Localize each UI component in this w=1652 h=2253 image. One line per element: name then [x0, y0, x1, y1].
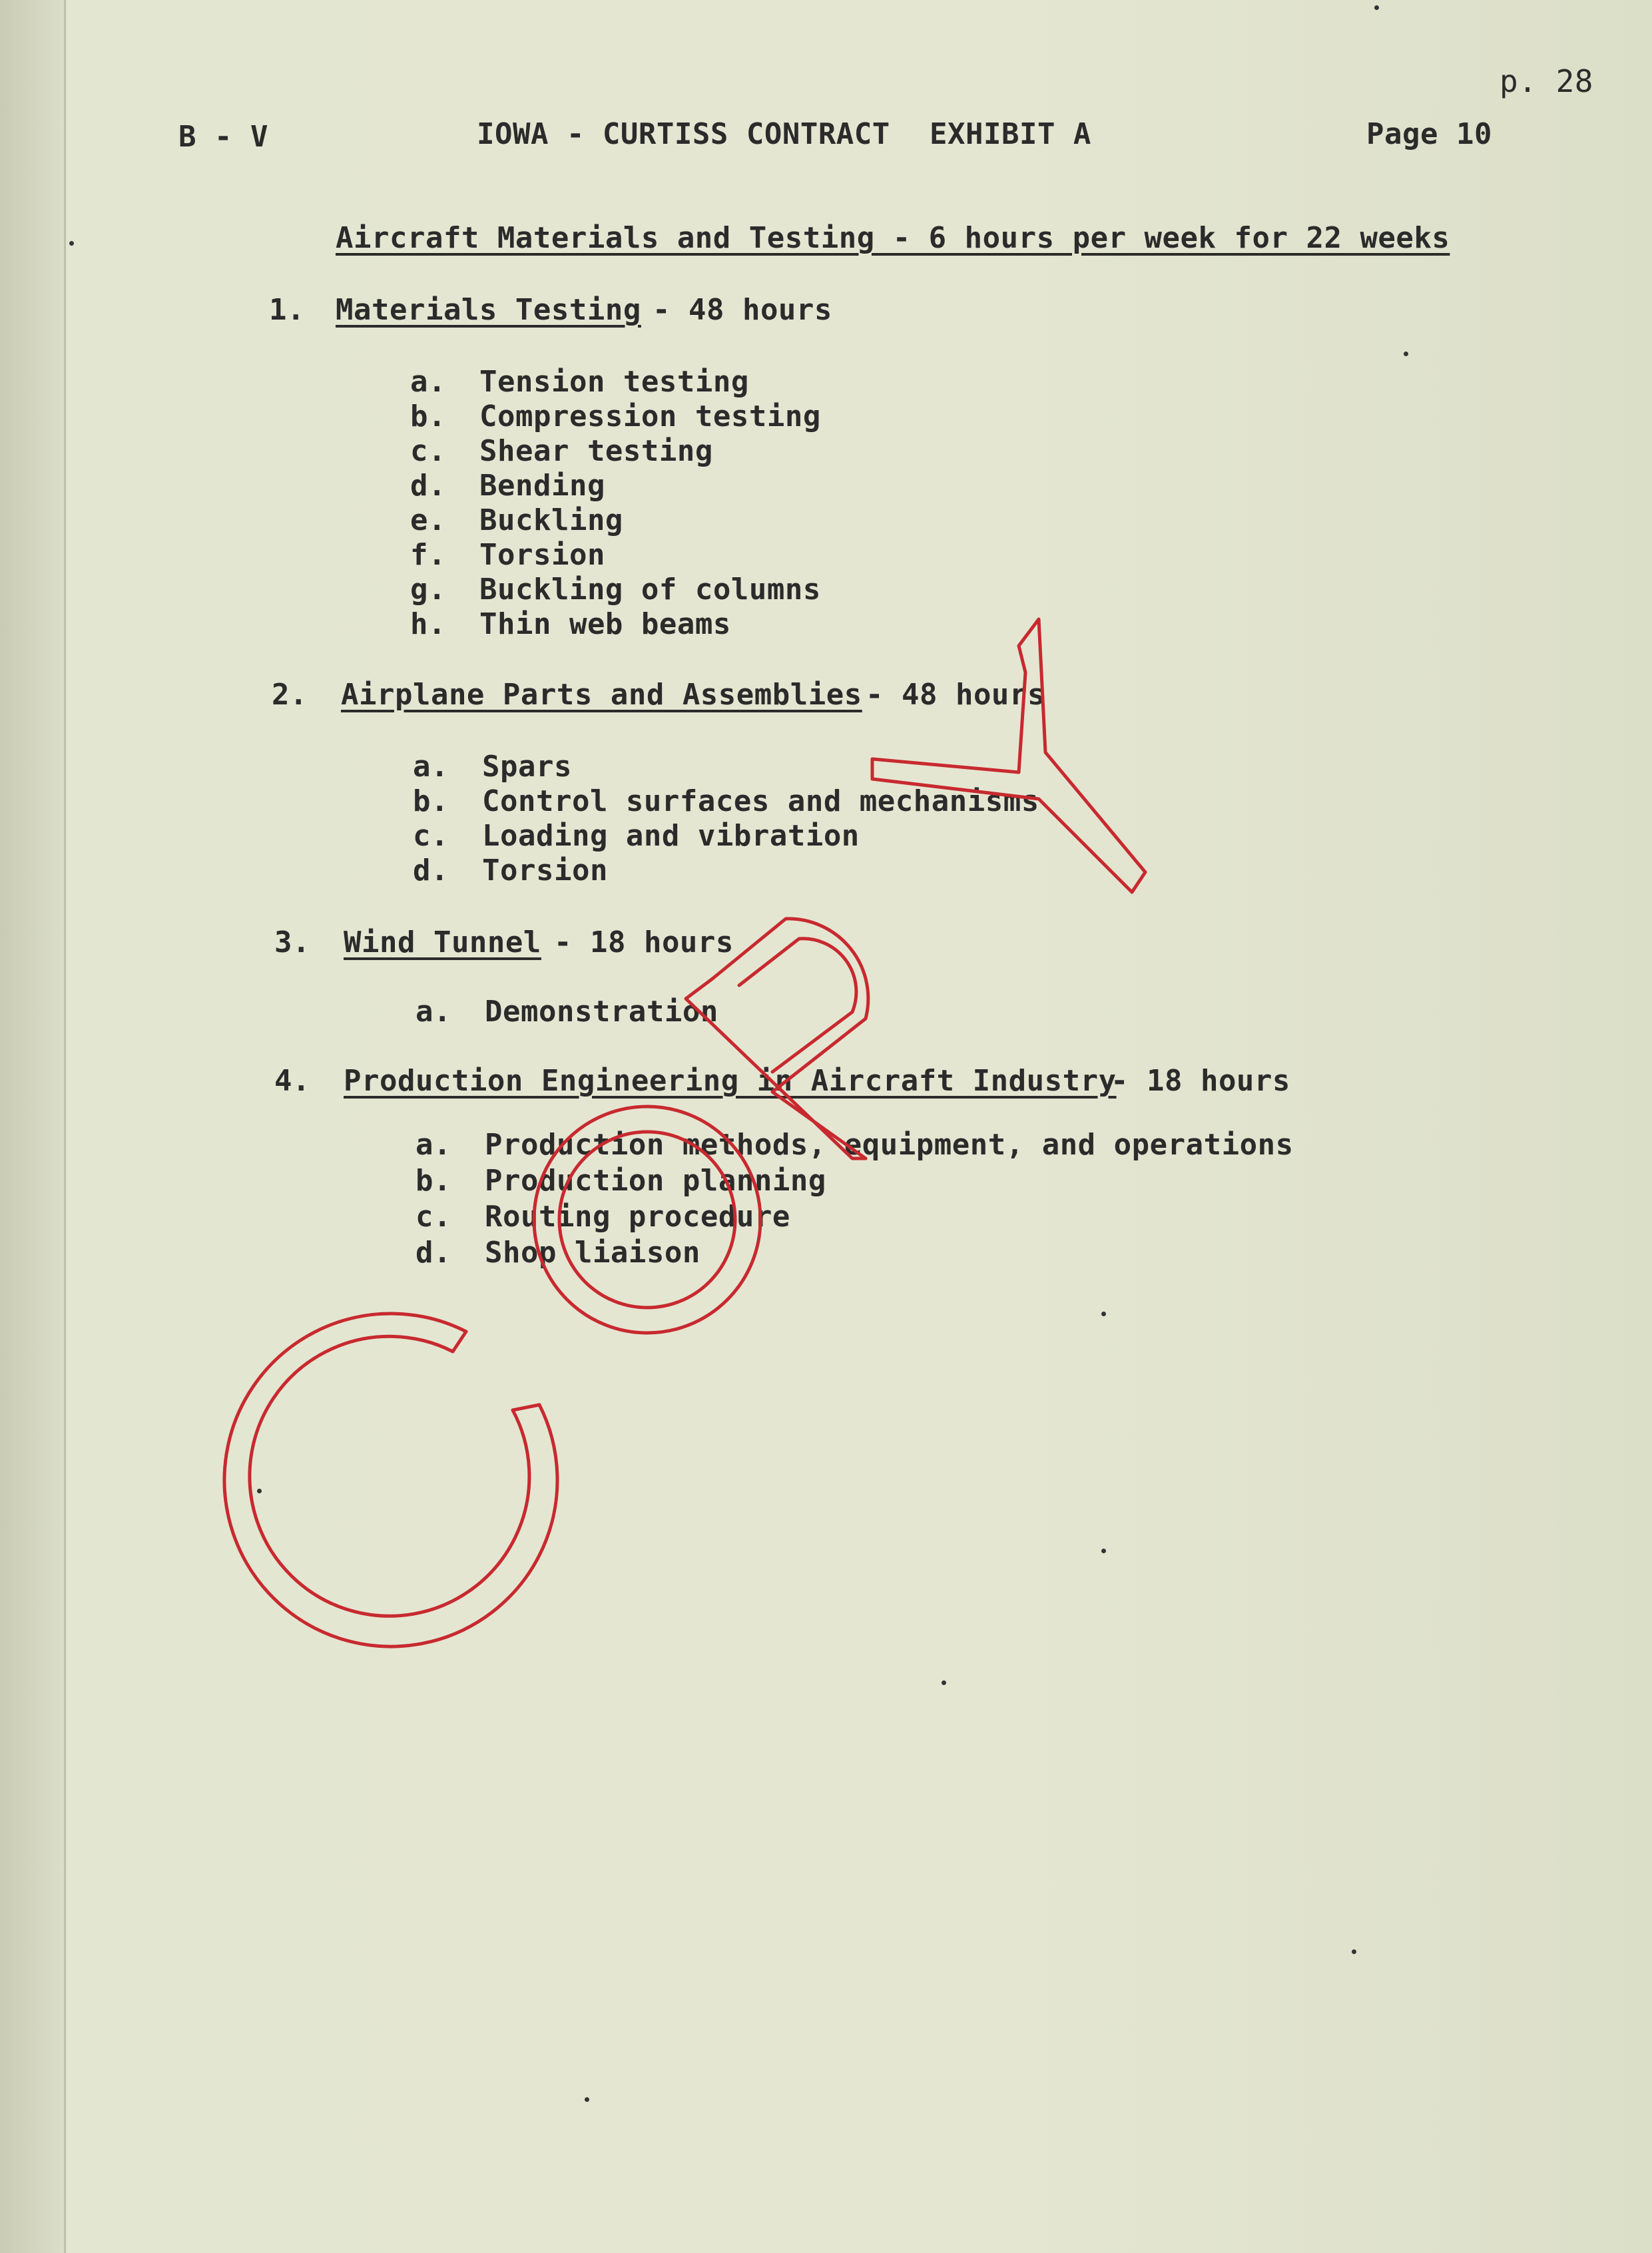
exhibit-label: EXHIBIT A: [930, 117, 1091, 151]
section-number: 3.: [274, 925, 310, 959]
section-title: Materials Testing: [336, 293, 641, 327]
item-text: Torsion: [482, 854, 608, 887]
item-text: Thin web beams: [479, 607, 731, 641]
item-letter: h.: [410, 607, 446, 641]
item-letter: a.: [410, 365, 446, 399]
item-letter: d.: [410, 469, 446, 503]
item-letter: d.: [413, 854, 449, 887]
item-text: Spars: [482, 750, 572, 784]
item-letter: d.: [415, 1236, 451, 1270]
paper-speck: [1352, 1949, 1356, 1954]
item-letter: c.: [410, 434, 446, 468]
item-letter: c.: [415, 1200, 451, 1234]
item-letter: a.: [413, 750, 449, 784]
section-title: Wind Tunnel: [344, 925, 541, 959]
item-letter: b.: [413, 784, 449, 818]
section-number: 1.: [269, 293, 305, 327]
stamp-letter-c-outline: [224, 1314, 557, 1646]
paper-speck: [585, 2097, 589, 2102]
item-letter: e.: [410, 503, 446, 537]
item-text: Torsion: [479, 538, 605, 572]
item-text: Buckling: [479, 503, 623, 537]
item-text: Bending: [479, 469, 605, 503]
paper-speck: [1404, 352, 1408, 356]
section-hours: - 18 hours: [554, 925, 734, 959]
item-text: Production methods, equipment, and operations: [485, 1128, 1294, 1162]
paper-speck: [1101, 1549, 1106, 1553]
page-margin-shadow: [0, 0, 67, 2253]
section-hours: - 48 hours: [866, 678, 1045, 712]
item-text: Buckling of columns: [479, 573, 821, 607]
item-text: Shear testing: [479, 434, 713, 468]
item-letter: g.: [410, 573, 446, 607]
section-title: Production Engineering in Aircraft Industry: [344, 1064, 1117, 1098]
section-hours: - 48 hours: [653, 293, 832, 327]
item-letter: f.: [410, 538, 446, 572]
item-letter: a.: [415, 995, 451, 1029]
stamp-letter-y-outline: [872, 619, 1145, 892]
item-letter: a.: [415, 1128, 451, 1162]
paper-speck: [1101, 1312, 1106, 1316]
item-letter: b.: [410, 399, 446, 433]
item-text: Compression testing: [479, 399, 821, 433]
item-text: Demonstration: [485, 995, 718, 1029]
item-text: Production planning: [485, 1164, 826, 1198]
page-number: Page 10: [1366, 117, 1492, 151]
section-title: Airplane Parts and Assemblies: [341, 678, 862, 712]
paper-speck: [1374, 5, 1379, 10]
section-number: 4.: [274, 1064, 310, 1098]
section-hours: - 18 hours: [1111, 1064, 1290, 1098]
document-title: IOWA - CURTISS CONTRACT: [477, 117, 890, 151]
item-text: Shop liaison: [485, 1236, 700, 1270]
item-text: Tension testing: [479, 365, 749, 399]
paper-speck: [942, 1680, 946, 1685]
page-edge-line: [64, 0, 66, 2253]
course-title: Aircraft Materials and Testing - 6 hours per week for 22 weeks: [336, 221, 1450, 255]
page-reference: p. 28: [1500, 63, 1593, 99]
item-text: Loading and vibration: [482, 819, 860, 853]
paper-speck: [257, 1489, 262, 1493]
section-code: B - V: [178, 120, 268, 154]
item-letter: c.: [413, 819, 449, 853]
item-letter: b.: [415, 1164, 451, 1198]
paper-speck: [69, 241, 74, 246]
item-text: Control surfaces and mechanisms: [482, 784, 1039, 818]
item-text: Routing procedure: [485, 1200, 790, 1234]
section-number: 2.: [272, 678, 308, 712]
